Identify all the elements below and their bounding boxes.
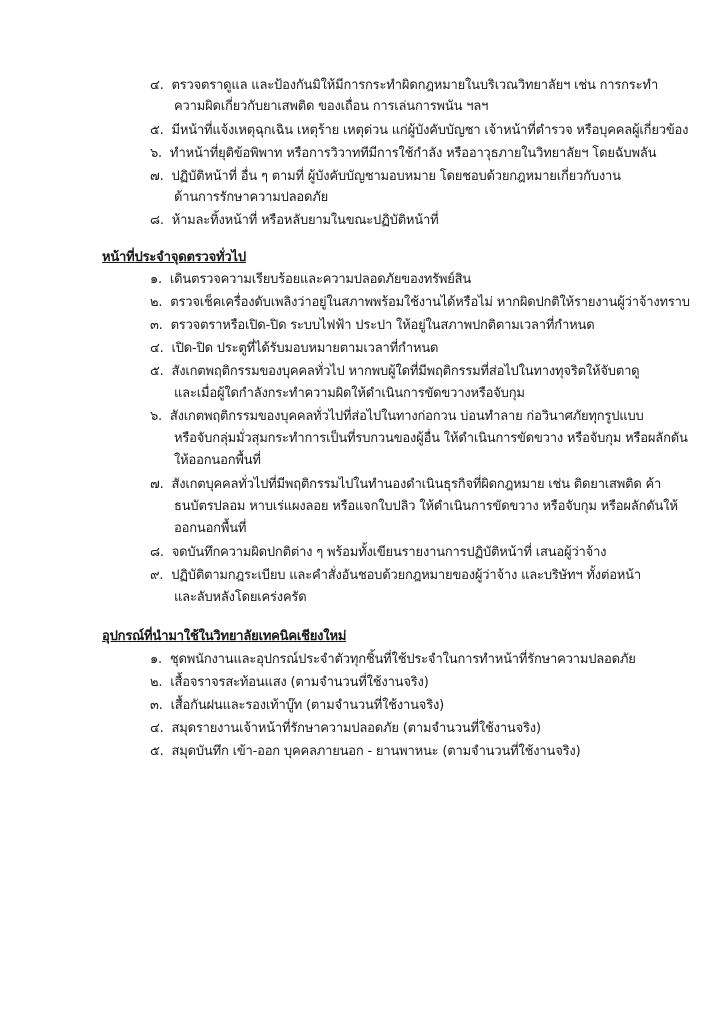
section-heading-equipment: อุปกรณ์ที่นำมาใช้ในวิทยาลัยเทคนิคเชียงใหม่ — [102, 629, 347, 644]
item-number: ๑. — [150, 652, 162, 667]
list-item — [150, 649, 636, 671]
item-number: ๒. — [150, 295, 163, 310]
item-text: สมุดบันทึก เข้า-ออก บุคคลภายนอก - ยานพาหนะ (ตามจำนวนที่ใช้งานจริง) — [171, 744, 581, 759]
item-text: เสื้อกันฝนและรองเท้าบู๊ท (ตามจำนวนที่ใช้งานจริง) — [170, 698, 445, 713]
list-item — [150, 741, 580, 763]
list-item — [150, 474, 661, 496]
list-item — [150, 672, 429, 694]
item-text: เปิด-ปิด ประตูที่ได้รับมอบหมายตามเวลาที่กำหนด — [171, 341, 439, 356]
item-number: ๘. — [150, 213, 164, 228]
item-text: ปฏิบัติตามกฎระเบียบ และคำสั่งอันชอบด้วยกฎหมายของผู้ว่าจ้าง และบริษัทฯ ทั้งต่อหน้า — [171, 568, 641, 583]
item-number: ๔. — [150, 78, 164, 93]
item-number: ๗. — [150, 477, 164, 492]
item-number: ๕. — [150, 364, 164, 379]
item-number: ๕. — [150, 744, 164, 759]
item-text: จดบันทึกความผิดปกติต่าง ๆ พร้อมทั้งเขียนรายงานการปฏิบัติหน้าที่ เสนอผู้ว่าจ้าง — [171, 545, 607, 560]
item-number: ๖. — [150, 146, 162, 161]
item-number: ๒. — [150, 675, 163, 690]
list-item — [150, 695, 444, 717]
item-text: ชุดพนักงานและอุปกรณ์ประจำตัวทุกชิ้นที่ใช้ประจำในการทำหน้าที่รักษาความปลอดภัย — [169, 652, 636, 667]
list-item — [150, 166, 621, 188]
list-item — [150, 542, 606, 564]
list-item — [150, 292, 690, 314]
list-item — [150, 210, 438, 232]
item-text-continued: และลับหลังโดยเคร่งครัด — [174, 590, 307, 605]
item-text: ทำหน้าที่ยุติข้อพิพาท หรือการวิวาททีมีการใช้กำลัง หรืออาวุธภายในวิทยาลัยฯ โดยฉับพลัน — [169, 146, 657, 161]
item-number: ๘. — [150, 545, 164, 560]
item-text-continued: และเมื่อผู้ใดกำลังกระทำความผิดให้ดำเนินการขัดขวางหรือจับกุม — [174, 386, 525, 401]
item-text: สังเกตพฤติกรรมของบุคคลทั่วไป หากพบผู้ใดที่มีพฤติกรรมที่ส่อไปในทางทุจริตให้จับตาดู — [171, 364, 640, 379]
item-text: เสื้อจราจรสะท้อนแสง (ตามจำนวนที่ใช้งานจริง) — [170, 675, 429, 690]
item-number: ๑. — [150, 272, 162, 287]
item-number: ๓. — [150, 698, 163, 713]
list-item — [150, 565, 641, 587]
item-text-continued: หรือจับกลุ่มมั่วสุมกระทำการเป็นที่รบกวนของผู้อื่น ให้ดำเนินการขัดขวาง หรือจับกุม หรือผลักดัน — [174, 431, 688, 446]
item-text: ตรวจตราหรือเปิด-ปิด ระบบไฟฟ้า ประปา ให้อยู่ในสภาพปกติตามเวลาที่กำหนด — [170, 318, 595, 333]
item-number: ๙. — [150, 568, 164, 583]
item-text: สมุดรายงานเจ้าหน้าที่รักษาความปลอดภัย (ตามจำนวนที่ใช้งานจริง) — [171, 721, 541, 736]
item-text-continued: ด้านการรักษาความปลอดภัย — [174, 190, 329, 205]
list-item — [150, 143, 656, 165]
list-item — [150, 338, 438, 360]
list-item — [150, 269, 471, 291]
item-number: ๓. — [150, 318, 163, 333]
item-text: สังเกตพฤติกรรมของบุคคลทั่วไปที่ส่อไปในทางก่อกวน บ่อนทำลาย ก่อวินาศภัยทุกรูปแบบ — [169, 409, 644, 424]
item-text-continued: ออกนอกพื้นที่ — [174, 521, 247, 536]
item-text: ห้ามละทิ้งหน้าที่ หรือหลับยามในขณะปฏิบัติหน้าที่ — [171, 213, 439, 228]
list-item — [150, 718, 541, 740]
item-text-continued: ธนบัตรปลอม หาบเร่แผงลอย หรือแจกใบปลิว ให้ดำเนินการขัดขวาง หรือจับกุม หรือผลักดันให้ — [174, 499, 678, 514]
section-heading-checkpoint: หน้าที่ประจำจุดตรวจทั่วไป — [102, 250, 246, 265]
item-text-continued: ความผิดเกี่ยวกับยาเสพติด ของเถื่อน การเล่นการพนัน ฯลฯ — [174, 99, 489, 114]
item-text: มีหน้าที่แจ้งเหตุฉุกเฉิน เหตุร้าย เหตุด่วน แก่ผู้บังคับบัญชา เจ้าหน้าที่ตำรวจ หรือบุคคลผู้เกี่ยวข้อง — [171, 123, 689, 138]
list-item — [150, 361, 639, 383]
item-text-continued: ให้ออกนอกพื้นที่ — [174, 453, 261, 468]
list-item — [150, 315, 594, 337]
item-number: ๔. — [150, 341, 164, 356]
item-number: ๕. — [150, 123, 164, 138]
item-number: ๗. — [150, 169, 164, 184]
item-text: สังเกตบุคคลทั่วไปที่มีพฤติกรรมไปในทำนองดำเนินธุรกิจที่ผิดกฎหมาย เช่น ติดยาเสพติด ค้า — [171, 477, 662, 492]
list-item — [150, 75, 658, 97]
item-number: ๖. — [150, 409, 162, 424]
list-item — [150, 120, 688, 142]
item-text: ตรวจเช็คเครื่องดับเพลิงว่าอยู่ในสภาพพร้อมใช้งานได้หรือไม่ หากผิดปกติให้รายงานผู้ว่าจ้างทราบ — [170, 295, 690, 310]
item-text: เดินตรวจความเรียบร้อยและความปลอดภัยของทรัพย์สิน — [169, 272, 472, 287]
list-item — [150, 406, 644, 428]
item-text: ปฏิบัติหน้าที่ อื่น ๆ ตามที่ ผู้บังคับบัญชามอบหมาย โดยชอบด้วยกฎหมายเกี่ยวกับงาน — [171, 169, 621, 184]
item-number: ๔. — [150, 721, 164, 736]
item-text: ตรวจตราดูแล และป้องกันมิให้มีการกระทำผิดกฎหมายในบริเวณวิทยาลัยฯ เช่น การกระทำ — [171, 78, 659, 93]
